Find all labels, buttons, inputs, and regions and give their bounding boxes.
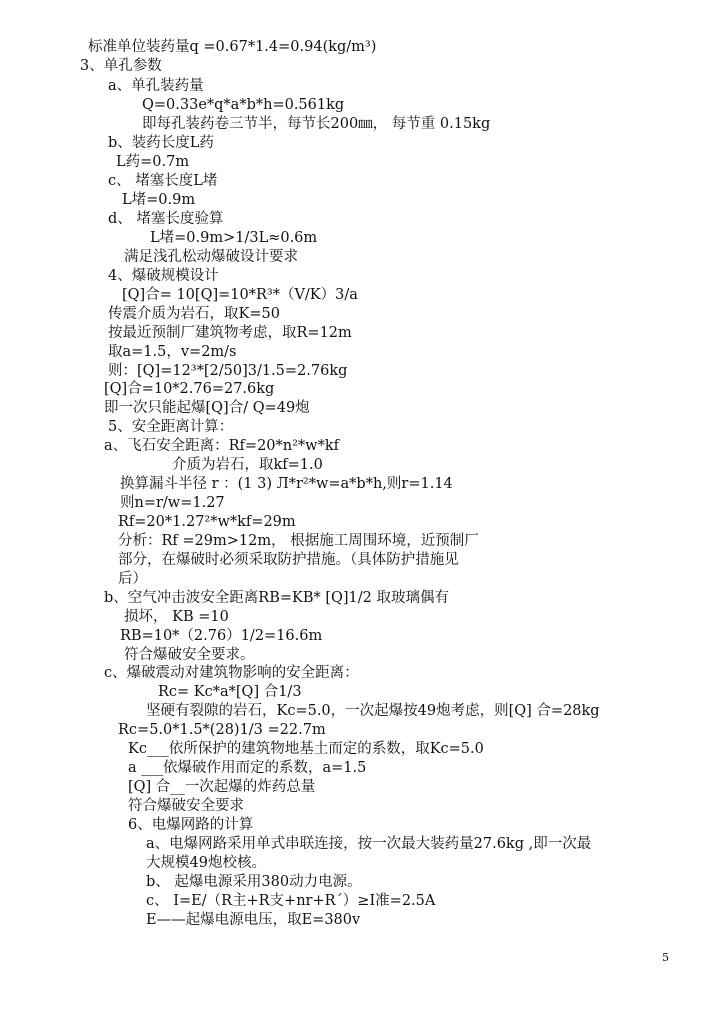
doc-line: L堵=0.9m>1/3L≈0.6m [150, 230, 318, 246]
doc-line: c、爆破震动对建筑物影响的安全距离： [104, 665, 359, 681]
doc-line: L药=0.7m [116, 154, 190, 170]
doc-line: 取a=1.5，v=2m/s [108, 344, 237, 360]
doc-line: 介质为岩石，取kf=1.0 [172, 457, 323, 473]
doc-line: b、 起爆电源采用380动力电源。 [146, 874, 362, 890]
doc-line: 符合爆破安全要求 [128, 798, 244, 814]
doc-line: 传震介质为岩石，取K=50 [108, 306, 280, 322]
doc-line: [Q]合= 10[Q]=10*R³*（V/K）3/a [122, 287, 358, 303]
doc-line: 大规模49炮校核。 [146, 855, 266, 871]
doc-line: 符合爆破安全要求。 [124, 647, 255, 663]
doc-line: Rc=5.0*1.5*(28)1/3 =22.7m [118, 722, 326, 738]
doc-line: 标准单位装药量q =0.67*1.4=0.94(kg/m³) [88, 39, 377, 55]
doc-line: 则n=r/w=1.27 [120, 495, 225, 511]
doc-line: 满足浅孔松动爆破设计要求 [124, 249, 298, 265]
doc-line: 即每孔装药卷三节半，每节长200㎜， 每节重 0.15kg [142, 116, 491, 132]
doc-line: 6、电爆网路的计算 [128, 817, 254, 833]
doc-line: Rf=20*1.27²*w*kf=29m [118, 514, 296, 530]
doc-line: a、电爆网路采用单式串联连接，按一次最大装药量27.6kg ,即一次最 [146, 836, 592, 852]
doc-line: 坚硬有裂隙的岩石，Kc=5.0，一次起爆按49炮考虑，则[Q] 合=28kg [146, 703, 600, 719]
doc-line: 分析：Rf =29m>12m， 根据施工周围环境，近预制厂 [118, 533, 479, 549]
doc-line: d、 堵塞长度验算 [108, 211, 224, 227]
doc-line: 后） [118, 571, 147, 587]
doc-line: 5、安全距离计算： [108, 419, 234, 435]
doc-line: a、单孔装药量 [108, 78, 204, 94]
doc-line: b、装药长度L药 [108, 135, 214, 151]
doc-line: Rc= Kc*a*[Q] 合1/3 [158, 684, 302, 700]
doc-line: Kc___依所保护的建筑物地基土而定的系数，取Kc=5.0 [128, 741, 484, 757]
doc-line: 部分，在爆破时必须采取防护措施。（具体防护措施见 [118, 552, 459, 568]
doc-line: L堵=0.9m [122, 192, 196, 208]
doc-line: RB=10*（2.76）1/2=16.6m [120, 628, 323, 644]
doc-line: c、 堵塞长度L堵 [108, 173, 218, 189]
doc-line: E——起爆电源电压，取E=380v [146, 912, 361, 928]
doc-line: a、飞石安全距离：Rf=20*n²*w*kf [104, 438, 339, 454]
doc-line: 3、单孔参数 [80, 58, 162, 74]
doc-line: a ___依爆破作用而定的系数，a=1.5 [128, 760, 367, 776]
page-number: 5 [662, 951, 669, 964]
doc-line: 即一次只能起爆[Q]合/ Q=49炮 [104, 400, 310, 416]
doc-line: Q=0.33e*q*a*b*h=0.561kg [142, 97, 345, 113]
doc-line: 损坏， KB =10 [124, 609, 229, 625]
doc-line: 换算漏斗半径 r ：(1 3) Л*r²*w=a*b*h,则r=1.14 [120, 476, 453, 492]
doc-line: 4、爆破规模设计 [108, 268, 219, 284]
doc-line: [Q]合=10*2.76=27.6kg [104, 381, 275, 397]
doc-line: 按最近预制厂建筑物考虑，取R=12m [108, 325, 352, 341]
doc-line: b、空气冲击波安全距离RB=KB* [Q]1/2 取玻璃偶有 [104, 590, 449, 606]
doc-line: [Q] 合__一次起爆的炸药总量 [128, 779, 316, 795]
doc-line: 则：[Q]=12³*[2/50]3/1.5=2.76kg [108, 363, 348, 379]
doc-line: c、 I=E/（R主+R支+nr+R´）≥I准=2.5A [146, 893, 436, 909]
